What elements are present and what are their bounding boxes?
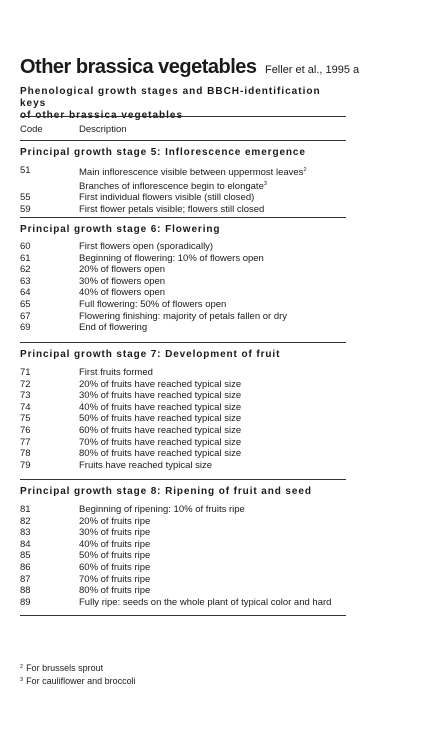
title-reference: Feller et al., 1995 a	[264, 64, 360, 76]
row-description: End of flowering	[79, 322, 148, 334]
row-code: 81	[20, 504, 31, 515]
table-row	[20, 413, 346, 425]
row-description: 50% of fruits ripe	[79, 550, 151, 562]
stage-6-rows	[20, 241, 346, 334]
row-code: 85	[20, 550, 31, 562]
page-title: Other brassica vegetables	[20, 56, 257, 78]
table-top-rule	[20, 116, 346, 117]
row-description: 20% of fruits ripe	[79, 515, 151, 527]
table-row	[20, 585, 346, 597]
table-row	[20, 527, 346, 539]
row-description: 30% of fruits ripe	[79, 527, 151, 539]
row-code: 75	[20, 413, 31, 425]
section-rule	[20, 342, 346, 343]
row-description: First flowers open (sporadically)	[79, 241, 214, 252]
table-row	[20, 504, 346, 516]
row-description: 80% of fruits ripe	[79, 585, 151, 597]
row-code: 62	[20, 264, 31, 276]
stage-8-heading: Principal growth stage 8: Ripening of fruit and seed	[20, 486, 312, 497]
table-row	[20, 550, 346, 562]
table-row	[20, 460, 346, 472]
row-description: First flower petals visible; flowers still closed	[79, 203, 265, 215]
row-code: 63	[20, 275, 31, 287]
footnote-ref: 3	[263, 180, 267, 187]
footnote	[20, 674, 136, 687]
table-row	[20, 402, 346, 414]
row-code: 59	[20, 203, 31, 215]
row-code: 55	[20, 192, 31, 204]
row-description: 70% of fruits have reached typical size	[79, 436, 242, 448]
table-row	[20, 241, 346, 253]
title-row	[20, 56, 359, 79]
table-row	[20, 574, 346, 586]
table-row	[20, 192, 346, 204]
table-row	[20, 299, 346, 311]
row-code: 84	[20, 538, 31, 550]
row-code: 83	[20, 527, 31, 539]
row-description: 60% of fruits have reached typical size	[79, 424, 242, 436]
caption-line-2: of other brassica vegetables	[20, 110, 184, 121]
table-row	[20, 322, 346, 334]
stage-5-rows	[20, 165, 346, 215]
row-description: Flowering finishing: majority of petals fallen or dry	[79, 310, 288, 322]
table-row	[20, 390, 346, 402]
row-code: 77	[20, 436, 31, 448]
table-row	[20, 516, 346, 528]
stage-6-heading: Principal growth stage 6: Flowering	[20, 224, 221, 235]
row-code: 82	[20, 515, 31, 527]
row-code: 65	[20, 298, 31, 310]
table-row	[20, 287, 346, 299]
row-description: First fruits formed	[79, 367, 153, 378]
table-row	[20, 165, 346, 192]
row-code: 51	[20, 165, 31, 176]
table-row	[20, 437, 346, 449]
row-code: 61	[20, 252, 31, 264]
row-code: 64	[20, 287, 31, 299]
row-description: Full flowering: 50% of flowers open	[79, 298, 227, 310]
row-description: Beginning of ripening: 10% of fruits ripe	[79, 504, 245, 515]
row-code: 87	[20, 573, 31, 585]
row-description: 50% of fruits have reached typical size	[79, 413, 242, 425]
table-row	[20, 597, 346, 609]
row-description: Fruits have reached typical size	[79, 459, 213, 471]
table-row	[20, 367, 346, 379]
section-rule	[20, 479, 346, 480]
row-code: 71	[20, 367, 31, 378]
row-description-line2: Branches of inflorescence begin to elongate	[79, 180, 264, 192]
table-bottom-rule	[20, 615, 346, 616]
table-row	[20, 379, 346, 391]
row-description	[79, 165, 346, 192]
table-row	[20, 448, 346, 460]
row-code: 76	[20, 424, 31, 436]
table-row	[20, 425, 346, 437]
row-description: 80% of fruits have reached typical size	[79, 448, 242, 460]
column-header-description: Description	[79, 124, 127, 135]
footnote-text: For brussels sprout	[26, 663, 104, 673]
row-description: 60% of fruits ripe	[79, 561, 151, 573]
row-code: 60	[20, 241, 31, 252]
row-description: Fully ripe: seeds on the whole plant of typical color and hard	[79, 596, 332, 608]
row-description: 30% of flowers open	[79, 275, 166, 287]
column-header-code: Code	[20, 124, 43, 135]
stage-5-heading: Principal growth stage 5: Inflorescence emergence	[20, 147, 306, 158]
stage-7-heading: Principal growth stage 7: Development of fruit	[20, 349, 281, 360]
table-row	[20, 264, 346, 276]
row-description-line1: Main inflorescence visible between uppermost leaves	[79, 167, 304, 178]
row-description: 20% of fruits have reached typical size	[79, 378, 242, 390]
footnote-mark: 3	[20, 677, 24, 683]
footnote-ref: 2	[303, 167, 307, 173]
row-code: 86	[20, 561, 31, 573]
footnote-mark: 2	[20, 664, 24, 670]
table-row	[20, 276, 346, 288]
row-description: 30% of fruits have reached typical size	[79, 390, 242, 402]
row-code: 88	[20, 585, 31, 597]
footnote	[20, 661, 136, 674]
row-description: 70% of fruits ripe	[79, 573, 151, 585]
table-row	[20, 204, 346, 216]
row-description: 40% of flowers open	[79, 287, 166, 299]
stage-7-rows	[20, 367, 346, 471]
row-code: 67	[20, 310, 31, 322]
row-description: First individual flowers visible (still closed)	[79, 192, 255, 204]
row-code: 89	[20, 596, 31, 608]
table-row	[20, 562, 346, 574]
table-row	[20, 253, 346, 265]
row-description: 40% of fruits have reached typical size	[79, 401, 242, 413]
row-code: 73	[20, 390, 31, 402]
table-row	[20, 311, 346, 323]
footnote-text: For cauliflower and broccoli	[26, 676, 136, 686]
table-row	[20, 539, 346, 551]
caption-line-1: Phenological growth stages and BBCH-identification keys	[20, 86, 321, 109]
row-code: 79	[20, 459, 31, 471]
row-description: 20% of flowers open	[79, 264, 166, 276]
header-rule	[20, 140, 346, 141]
row-code: 74	[20, 401, 31, 413]
row-description: Beginning of flowering: 10% of flowers open	[79, 252, 264, 264]
row-description: 40% of fruits ripe	[79, 538, 151, 550]
stage-8-rows	[20, 504, 346, 608]
row-code: 69	[20, 322, 31, 334]
row-code: 72	[20, 378, 31, 390]
footnotes	[20, 661, 136, 687]
section-rule	[20, 217, 346, 218]
row-code: 78	[20, 448, 31, 460]
